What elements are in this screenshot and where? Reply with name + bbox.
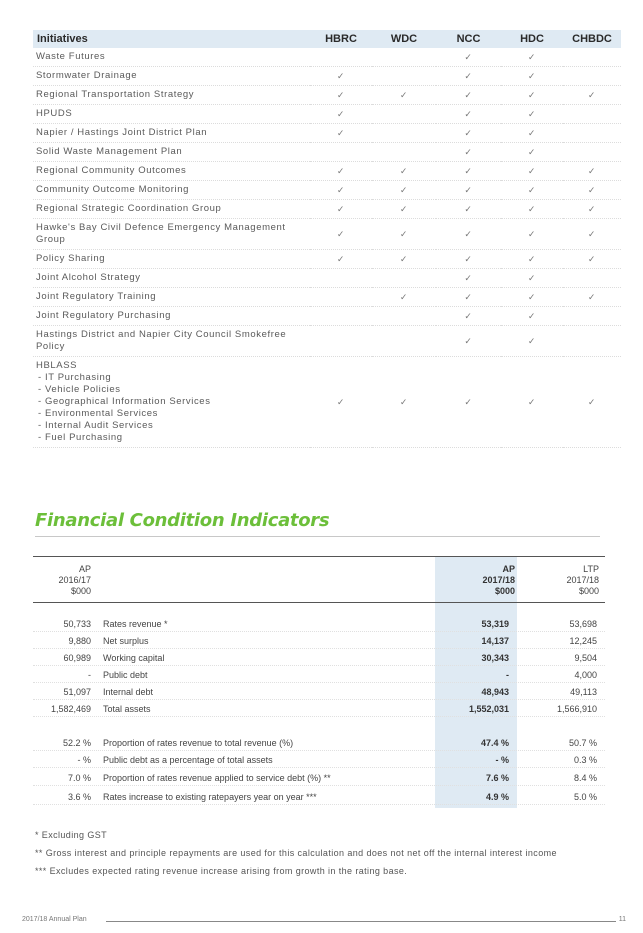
initiative-row [33,124,621,143]
check-mark-icon: ✓ [563,162,621,181]
initiatives-body [33,48,621,448]
check-mark-icon: ✓ [372,357,436,448]
check-mark-icon: ✓ [501,67,563,86]
value-ap-2016: 52.2 % [62,738,91,748]
check-mark-icon: ✓ [436,124,501,143]
col1-header-line3: $000 [70,586,91,596]
check-mark-icon [563,105,621,124]
check-mark-icon: ✓ [436,326,501,357]
check-mark-icon: ✓ [372,250,436,269]
check-mark-icon: ✓ [310,105,372,124]
indicator-label: Rates increase to existing ratepayers year on year *** [103,792,317,802]
title-divider [35,536,600,537]
value-ap-2017: 4.9 % [485,792,509,802]
check-mark-icon [372,124,436,143]
check-mark-icon [310,269,372,288]
indicator-row [33,635,605,649]
col4-header-line1: LTP [583,564,599,574]
check-mark-icon: ✓ [563,181,621,200]
value-ap-2016: 50,733 [63,619,91,629]
check-mark-icon [372,105,436,124]
check-mark-icon: ✓ [436,307,501,326]
financial-title: Financial Condition Indicators [35,510,330,531]
value-ap-2016: 7.0 % [67,773,91,783]
col3-header-line2: 2017/18 [482,575,515,585]
initiative-name: Solid Waste Management Plan [33,143,310,162]
check-mark-icon: ✓ [372,86,436,105]
indicator-label: Public debt as a percentage of total assets [103,755,273,765]
value-ap-2016: - [88,670,91,680]
indicator-label: Proportion of rates revenue applied to service debt (%) ** [103,773,331,783]
check-mark-icon [563,124,621,143]
check-mark-icon: ✓ [563,86,621,105]
check-mark-icon [310,48,372,67]
col4-header-line3: $000 [578,586,599,596]
header-ncc: NCC [436,30,501,48]
check-mark-icon: ✓ [501,250,563,269]
check-mark-icon: ✓ [310,250,372,269]
check-mark-icon: ✓ [501,200,563,219]
check-mark-icon: ✓ [501,288,563,307]
col-header-ap-2017 [435,564,515,597]
check-mark-icon [563,67,621,86]
check-mark-icon [310,307,372,326]
check-mark-icon: ✓ [310,357,372,448]
initiative-name: Community Outcome Monitoring [33,181,310,200]
hblass-title: HBLASS [36,360,78,371]
check-mark-icon [372,143,436,162]
hblass-sub-item: - IT Purchasing [38,372,112,383]
check-mark-icon [372,326,436,357]
check-mark-icon: ✓ [372,219,436,250]
col-header-ap-2016 [33,564,91,597]
check-mark-icon: ✓ [436,288,501,307]
check-mark-icon: ✓ [310,181,372,200]
check-mark-icon [372,269,436,288]
check-mark-icon: ✓ [501,326,563,357]
initiative-row [33,200,621,219]
page-number: 11 [618,916,626,923]
value-ltp-2017: 50.7 % [568,738,597,748]
value-ap-2016: 3.6 % [67,792,91,802]
footer-title: 2017/18 Annual Plan [22,916,87,923]
hblass-sub-item: - Geographical Information Services [38,396,211,407]
initiative-name: Regional Strategic Coordination Group [33,200,310,219]
indicator-row [33,772,605,786]
header-rule [33,602,605,603]
col1-header-line2: 2016/17 [58,575,91,585]
value-ap-2017: 48,943 [481,687,509,697]
check-mark-icon: ✓ [563,357,621,448]
initiative-row [33,181,621,200]
check-mark-icon: ✓ [436,200,501,219]
value-ap-2017: 47.4 % [480,738,509,748]
initiative-row-hblass [33,357,621,448]
check-mark-icon [310,326,372,357]
indicator-row [33,652,605,666]
col1-header-line1: AP [78,564,91,574]
check-mark-icon: ✓ [501,181,563,200]
value-ltp-2017: 5.0 % [573,792,597,802]
col3-header-line1: AP [502,564,515,574]
check-mark-icon [563,48,621,67]
indicator-row [33,703,605,717]
hblass-sub-item: - Fuel Purchasing [38,432,123,443]
initiative-row [33,250,621,269]
footnotes [35,828,600,882]
value-ltp-2017: 12,245 [569,636,597,646]
check-mark-icon [563,326,621,357]
check-mark-icon: ✓ [501,357,563,448]
check-mark-icon [563,269,621,288]
indicator-row [33,686,605,700]
initiative-name: Stormwater Drainage [33,67,310,86]
header-hbrc: HBRC [310,30,372,48]
footer-rule [106,921,616,922]
check-mark-icon: ✓ [372,181,436,200]
indicator-label: Working capital [103,653,165,663]
indicator-row [33,669,605,683]
check-mark-icon: ✓ [501,124,563,143]
initiative-row [33,269,621,288]
check-mark-icon: ✓ [372,288,436,307]
hblass-sub-item: - Internal Audit Services [38,420,154,431]
check-mark-icon: ✓ [436,143,501,162]
header-chbdc: CHBDC [563,30,621,48]
initiative-name: Regional Transportation Strategy [33,86,310,105]
indicator-row [33,754,605,768]
check-mark-icon: ✓ [563,219,621,250]
header-initiatives: Initiatives [33,30,310,48]
initiative-row [33,307,621,326]
initiative-name: Waste Futures [33,48,310,67]
indicator-label: Proportion of rates revenue to total revenue (%) [103,738,294,748]
value-ap-2017: - % [495,755,509,765]
value-ap-2017: 30,343 [481,653,509,663]
indicator-row [33,737,605,751]
indicator-label: Rates revenue * [103,619,168,629]
header-wdc: WDC [372,30,436,48]
check-mark-icon: ✓ [310,86,372,105]
check-mark-icon: ✓ [436,105,501,124]
initiative-name: Hastings District and Napier City Council Smokefree Policy [33,326,310,357]
check-mark-icon: ✓ [310,162,372,181]
initiative-row [33,67,621,86]
value-ap-2016: - % [77,755,91,765]
initiative-row [33,105,621,124]
check-mark-icon: ✓ [310,200,372,219]
check-mark-icon: ✓ [501,219,563,250]
initiative-row [33,162,621,181]
initiative-name: Policy Sharing [33,250,310,269]
check-mark-icon [563,143,621,162]
footnote-3: *** Excludes expected rating revenue increase arising from growth in the rating base. [35,866,408,876]
initiative-row [33,86,621,105]
check-mark-icon: ✓ [436,181,501,200]
table-top-rule [33,556,605,557]
check-mark-icon: ✓ [563,200,621,219]
indicator-row [33,791,605,805]
initiative-name: Regional Community Outcomes [33,162,310,181]
check-mark-icon: ✓ [501,162,563,181]
check-mark-icon: ✓ [436,357,501,448]
initiative-name-hblass [33,357,310,448]
check-mark-icon: ✓ [310,124,372,143]
initiative-name: Napier / Hastings Joint District Plan [33,124,310,143]
initiative-name: Hawke's Bay Civil Defence Emergency Management Group [33,219,310,250]
initiatives-header-row [33,30,621,48]
col-header-ltp-2017 [523,564,599,597]
value-ltp-2017: 4,000 [574,670,597,680]
check-mark-icon [310,143,372,162]
check-mark-icon: ✓ [436,219,501,250]
col3-header-line3: $000 [494,586,515,596]
value-ap-2017: 7.6 % [485,773,509,783]
hblass-sub-item: - Vehicle Policies [38,384,121,395]
check-mark-icon: ✓ [436,162,501,181]
footnote-2: ** Gross interest and principle repayments are used for this calculation and does not net off the internal interest income [35,848,557,858]
check-mark-icon: ✓ [436,48,501,67]
initiative-name: HPUDS [33,105,310,124]
indicator-label: Public debt [103,670,148,680]
check-mark-icon [372,307,436,326]
initiative-row [33,326,621,357]
value-ltp-2017: 8.4 % [573,773,597,783]
check-mark-icon: ✓ [310,219,372,250]
value-ltp-2017: 1,566,910 [556,704,597,714]
value-ap-2017: 53,319 [481,619,509,629]
value-ap-2016: 9,880 [68,636,91,646]
check-mark-icon: ✓ [501,269,563,288]
check-mark-icon: ✓ [436,250,501,269]
initiative-row [33,143,621,162]
initiative-row [33,288,621,307]
value-ap-2016: 1,582,469 [50,704,91,714]
indicator-label: Internal debt [103,687,154,697]
col4-header-line2: 2017/18 [566,575,599,585]
value-ltp-2017: 9,504 [574,653,597,663]
check-mark-icon: ✓ [563,288,621,307]
value-ap-2016: 51,097 [63,687,91,697]
initiatives-table [33,30,621,448]
header-hdc: HDC [501,30,563,48]
initiative-name: Joint Regulatory Purchasing [33,307,310,326]
initiative-name: Joint Alcohol Strategy [33,269,310,288]
value-ap-2017: - [506,670,509,680]
check-mark-icon [372,48,436,67]
indicator-label: Total assets [103,704,151,714]
value-ap-2017: 14,137 [481,636,509,646]
check-mark-icon: ✓ [436,86,501,105]
initiative-row [33,219,621,250]
check-mark-icon: ✓ [372,162,436,181]
value-ap-2017: 1,552,031 [468,704,509,714]
footnote-1: * Excluding GST [35,830,108,840]
check-mark-icon: ✓ [501,307,563,326]
value-ltp-2017: 0.3 % [573,755,597,765]
check-mark-icon: ✓ [436,67,501,86]
check-mark-icon: ✓ [501,48,563,67]
value-ltp-2017: 49,113 [570,687,597,697]
check-mark-icon: ✓ [436,269,501,288]
check-mark-icon: ✓ [310,67,372,86]
initiative-row [33,48,621,67]
check-mark-icon [563,307,621,326]
hblass-sub-item: - Environmental Services [38,408,158,419]
value-ap-2016: 60,989 [63,653,91,663]
check-mark-icon: ✓ [501,143,563,162]
check-mark-icon: ✓ [563,250,621,269]
indicator-label: Net surplus [103,636,149,646]
initiative-name: Joint Regulatory Training [33,288,310,307]
check-mark-icon [372,67,436,86]
value-ltp-2017: 53,698 [569,619,597,629]
check-mark-icon [310,288,372,307]
check-mark-icon: ✓ [501,105,563,124]
check-mark-icon: ✓ [501,86,563,105]
check-mark-icon: ✓ [372,200,436,219]
indicator-row [33,618,605,632]
